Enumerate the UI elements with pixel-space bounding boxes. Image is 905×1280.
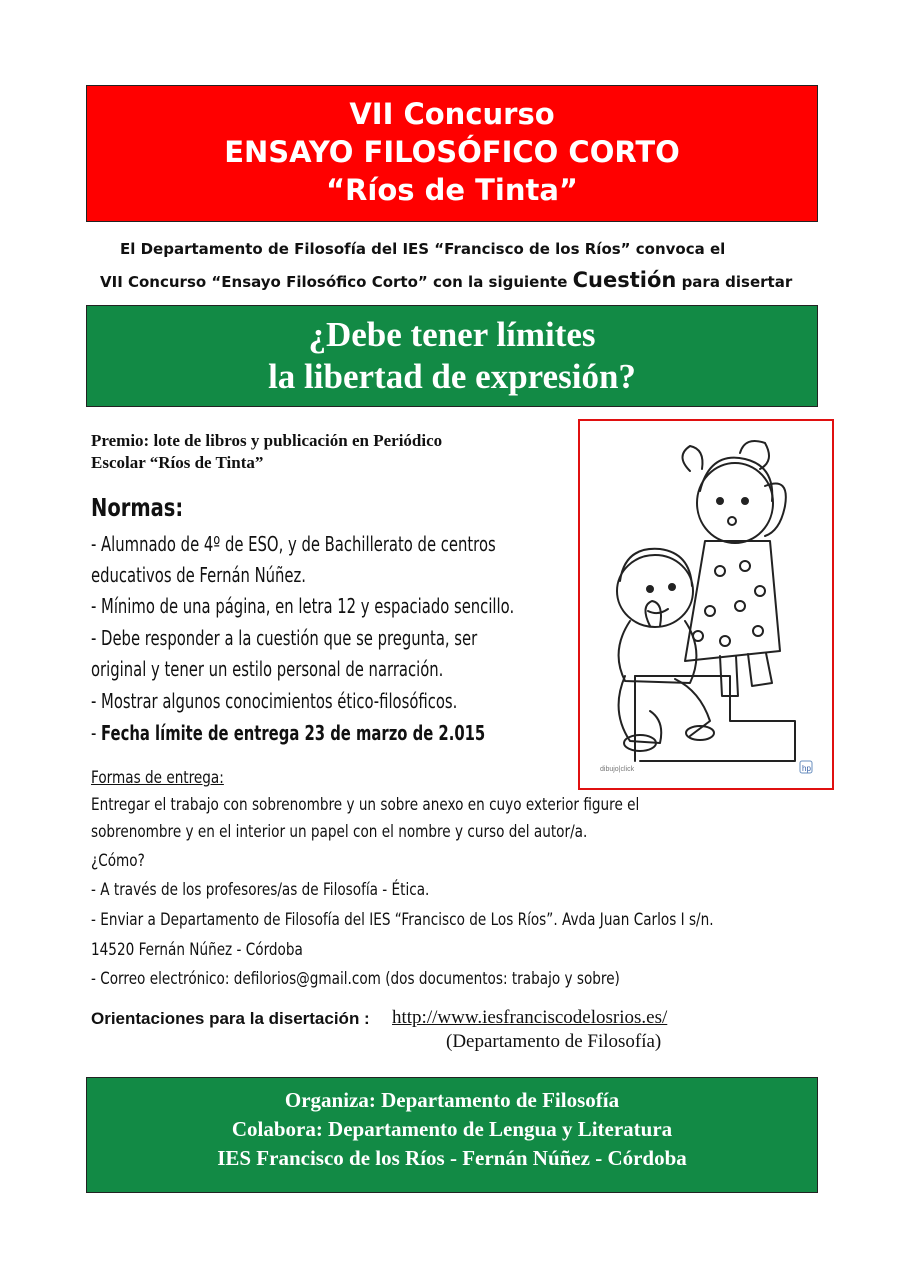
deadline-text: Fecha límite de entrega 23 de marzo de 2.015 (101, 721, 486, 745)
question-line-2: la libertad de expresión? (268, 357, 636, 396)
question-banner (86, 305, 818, 407)
prize-line-2: Escolar “Ríos de Tinta” (91, 453, 264, 472)
rule-deadline (91, 721, 485, 745)
delivery-line-7: - Correo electrónico: defilorios@gmail.com (dos documentos: trabajo y sobre) (91, 969, 620, 989)
intro-line-2-text: VII Concurso “Ensayo Filosófico Corto” con la siguiente (100, 273, 568, 291)
children-drawing (580, 421, 832, 788)
delivery-line-1: Entregar el trabajo con sobrenombre y un sobre anexo en cuyo exterior figure el (91, 795, 640, 815)
title-line-2: ENSAYO FILOSÓFICO CORTO (224, 135, 680, 169)
delivery-line-6: 14520 Fernán Núñez - Córdoba (91, 940, 303, 960)
hp-logo: hp (802, 764, 811, 773)
rule-line-5: original y tener un estilo personal de narración. (91, 657, 444, 681)
title-line-3: “Ríos de Tinta” (326, 173, 578, 207)
delivery-heading: Formas de entrega: (91, 768, 224, 788)
school-website-link[interactable]: http://www.iesfranciscodelosrios.es/ (392, 1007, 668, 1028)
delivery-line-4: - A través de los profesores/as de Filosofía - Ética. (91, 880, 430, 900)
deadline-dash: - (91, 721, 102, 745)
intro-cuestion-word: Cuestión (572, 268, 677, 292)
footer-line-3: IES Francisco de los Ríos - Fernán Núñez - Córdoba (217, 1146, 687, 1170)
rules-heading: Normas: (91, 493, 184, 522)
rule-line-1: - Alumnado de 4º de ESO, y de Bachillerato de centros (91, 532, 496, 556)
rule-line-6: - Mostrar algunos conocimientos ético-filosóficos. (91, 689, 458, 713)
rule-line-4: - Debe responder a la cuestión que se pregunta, ser (91, 626, 478, 650)
footer-line-2: Colabora: Departamento de Lengua y Literatura (231, 1117, 673, 1141)
guidance-department: (Departamento de Filosofía) (446, 1031, 662, 1052)
rule-line-3: - Mínimo de una página, en letra 12 y espaciado sencillo. (91, 594, 515, 618)
intro-line-1: El Departamento de Filosofía del IES “Francisco de los Ríos” convoca el (120, 240, 726, 258)
intro-line-2-end: para disertar (681, 273, 793, 291)
illustration-frame (578, 419, 834, 790)
footer-line-1: Organiza: Departamento de Filosofía (284, 1088, 620, 1112)
intro-line-2 (100, 268, 792, 292)
prize-line-1: Premio: lote de libros y publicación en Periódico (91, 431, 443, 450)
drawing-caption-left: dibujo|click (600, 766, 635, 773)
delivery-line-5: - Enviar a Departamento de Filosofía del IES “Francisco de Los Ríos”. Avda Juan Carlos I s/n. (91, 910, 714, 930)
prize-text (91, 430, 442, 474)
title-line-1: VII Concurso (349, 97, 555, 131)
rule-line-2: educativos de Fernán Núñez. (91, 563, 307, 587)
delivery-line-2: sobrenombre y en el interior un papel con el nombre y curso del autor/a. (91, 822, 588, 842)
question-line-1: ¿Debe tener límites (308, 315, 596, 354)
guidance-label: Orientaciones para la disertación : (91, 1009, 370, 1028)
contest-title-banner (86, 85, 818, 222)
delivery-line-3: ¿Cómo? (91, 851, 145, 871)
organizers-banner (86, 1077, 818, 1193)
